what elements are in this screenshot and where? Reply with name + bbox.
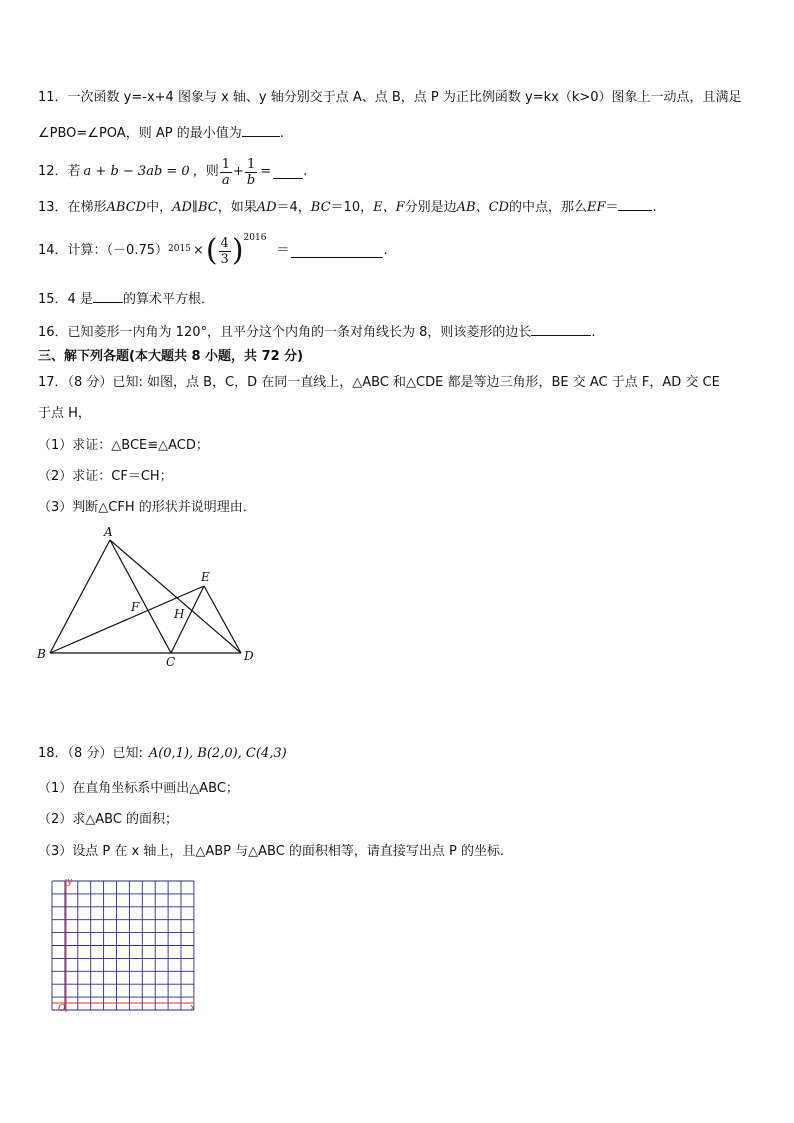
q12-frac2-den: b (246, 172, 256, 188)
q15-line (38, 290, 214, 309)
label-h: H (174, 607, 185, 621)
q16-text: 16．已知菱形一内角为 120°，且平分这个内角的一条对角线长为 8，则该菱形的边长 (38, 325, 532, 340)
q17-line2: 于点 H， (38, 406, 91, 421)
q12-line (38, 154, 307, 190)
q14-line (38, 226, 388, 276)
q14-answer-blank[interactable] (291, 245, 383, 258)
q15-end: 的算术平方根． (122, 292, 214, 307)
q18-part2: （2）求△ABC 的面积； (38, 812, 179, 827)
q18-points-text: A(0,1), B(2,0), C(4,3) (148, 746, 287, 761)
q14-exponent-1: 2015 (168, 244, 191, 254)
q13-parallel: AD∥BC (172, 200, 218, 215)
q13-t2: ，如果 (217, 200, 257, 215)
q15-answer-blank[interactable] (93, 290, 123, 303)
q13-t6: 的中点，那么 (508, 200, 587, 215)
q18-intro: 18．（8 分）已知: (38, 746, 143, 761)
q12-fraction-2 (245, 157, 257, 188)
q17-part1: （1）求证：△BCE≌△ACD； (38, 438, 209, 453)
q17-part3: （3）判断△CFH 的形状并说明理由． (38, 500, 256, 515)
label-c: C (166, 655, 176, 669)
q17-part2: （2）求证：CF＝CH； (38, 469, 173, 484)
q16-line (38, 323, 596, 342)
segment-ab (50, 540, 110, 653)
q14-times: × (192, 243, 204, 258)
label-b: B (37, 647, 46, 661)
q13-trapezoid: ABCD (106, 200, 147, 215)
segment-ac (110, 540, 171, 653)
origin-label: O (58, 1004, 66, 1014)
label-e: E (201, 570, 210, 584)
q14-equals: ＝ (276, 243, 290, 258)
q13-bc: BC (310, 200, 331, 215)
q13-t3: ＝4， (276, 200, 311, 215)
label-d: D (244, 649, 254, 663)
q12-plus: + (233, 164, 244, 179)
q18-part3: （3）设点 P 在 x 轴上，且△ABP 与△ABC 的面积相等，请直接写出点 P 的坐标． (38, 844, 514, 859)
q16-answer-blank[interactable] (531, 323, 591, 336)
q12-fraction-1 (220, 157, 232, 188)
q11-answer-blank[interactable] (242, 124, 280, 137)
q12-frac1-num: 1 (221, 156, 231, 172)
q12-mid: ，则 (192, 164, 219, 179)
q11-line1: 11．一次函数 y=-x+4 图象与 x 轴、y 轴分别交于点 A、点 B，点 P 为正比例函数 y=kx（k>0）图象上一动点，且满足 (38, 90, 742, 105)
q14-end: . (383, 243, 388, 258)
q12-expression: a + b − 3ab = 0 (83, 164, 190, 179)
q14-fraction (219, 236, 231, 267)
q13-line (38, 198, 657, 217)
q14-exponent-2: 2016 (243, 233, 267, 243)
label-f: F (131, 600, 140, 614)
q14-frac-den: 3 (220, 251, 229, 267)
x-axis-label: x (190, 1003, 196, 1013)
q13-t4: ＝10， (330, 200, 374, 215)
q11-text: ∠PBO=∠POA，则 AP 的最小值为 (38, 126, 242, 141)
q12-end: . (303, 164, 308, 179)
q18-part1: （1）在直角坐标系中画出△ABC； (38, 781, 239, 796)
figure-17 (30, 520, 270, 670)
q14-frac-num: 4 (220, 235, 229, 251)
q12-answer-blank[interactable] (273, 166, 303, 179)
q13-t5: 分别是边 (404, 200, 457, 215)
q12-equals: = (260, 164, 272, 179)
q13-sides: AB、CD (456, 200, 509, 215)
q12-frac2-num: 1 (245, 157, 257, 173)
q13-ad: AD (256, 200, 277, 215)
q13-answer-blank[interactable] (618, 198, 652, 211)
q11-end: . (279, 126, 284, 141)
q18-line1 (38, 745, 287, 763)
q16-end: . (591, 325, 596, 340)
q14-pre: 14．计算：（－0.75） (38, 243, 168, 258)
q18-points (149, 745, 287, 763)
q13-ef-points: E、F (373, 200, 405, 215)
coordinate-grid[interactable] (44, 872, 204, 1020)
q11-line2 (38, 124, 284, 143)
label-a: A (104, 525, 113, 539)
q17-line1: 17．（8 分）已知: 如图，点 B，C，D 在同一直线上，△ABC 和△CDE 都是等边三角形，BE 交 AC 于点 F，AD 交 CE (38, 375, 720, 390)
q13-t7: ＝ (605, 200, 619, 215)
section-3-heading: 三、解下列各题(本大题共 8 小题，共 72 分) (38, 349, 304, 364)
segment-ad (110, 540, 241, 653)
q12-pre: 12．若 (38, 164, 81, 179)
q13-pre: 13．在梯形 (38, 200, 107, 215)
q13-t1: 中， (146, 200, 173, 215)
q13-ef: EF (586, 200, 606, 215)
q13-end: . (652, 200, 657, 215)
y-axis-label: y (67, 877, 73, 887)
q14-left-paren: ( (205, 233, 218, 268)
q15-text: 15．4 是 (38, 292, 93, 307)
q14-right-paren: ) (231, 233, 244, 268)
segment-ed (204, 586, 241, 653)
q12-frac1-den: a (221, 172, 230, 188)
